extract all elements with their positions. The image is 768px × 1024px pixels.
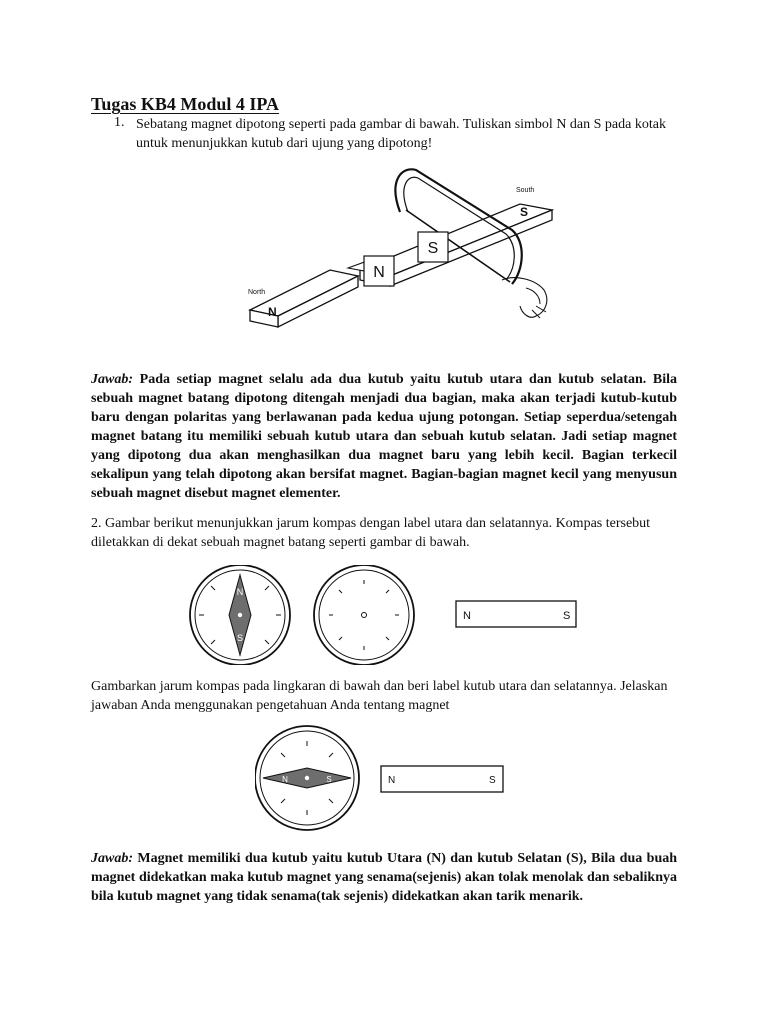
figure-cut-magnet [240, 160, 570, 330]
bar-magnet-s: S [563, 610, 571, 622]
answer-needle-s: S [326, 775, 332, 784]
question-2-text: 2. Gambar berikut menunjukkan jarum kompas dengan label utara dan selatannya. Kompas tersebut diletakkan di dekat sebuah magnet batang seperti gambar di bawah. [91, 516, 651, 550]
bar-magnet [456, 601, 576, 627]
question-1-text: Sebatang magnet dipotong seperti pada gambar di bawah. Tuliskan simbol N dan S pada kotak untuk menunjukkan kutub dari ujung yang dipotong! [136, 117, 666, 151]
compass-with-needle [190, 565, 290, 665]
magnet-pole-n: N [268, 305, 277, 319]
question-2b-text: Gambarkan jarum kompas pada lingkaran di bawah dan beri label kutub utara dan selatannya. Jelaskan jawaban Anda menggunakan pengetahuan Anda tentang magnet [91, 679, 668, 713]
answer-bar-s: S [489, 775, 496, 786]
compass-needle-s: S [236, 633, 244, 643]
magnet-pole-s: S [520, 205, 529, 219]
answer-bar-n: N [388, 775, 396, 786]
north-label: North [248, 289, 266, 296]
box-n-label: N [373, 264, 385, 281]
compass-answer [255, 726, 359, 830]
box-s-label: S [427, 240, 439, 257]
bar-magnet-answer [381, 766, 503, 792]
figure-answer-compass [255, 724, 515, 834]
answer-1-label: Jawab: [91, 372, 133, 387]
answer-needle-n: N [282, 775, 288, 784]
question-1-number: 1. [114, 115, 125, 130]
south-label: South [516, 187, 535, 194]
answer-1 [91, 370, 677, 503]
answer-2 [91, 849, 677, 906]
compass-needle-n: N [236, 587, 244, 597]
figure-compasses [180, 565, 590, 665]
bar-magnet-n: N [463, 610, 471, 622]
answer-1-text: Pada setiap magnet selalu ada dua kutub yaitu kutub utara dan kutub selatan. Bila sebuah magnet batang dipotong ditengah menjadi dua bagian, maka akan terjadi kutub-kutub baru dengan polaritas yang berlawanan pada kedua ujung potongan. Setiap seperdua/setengah magnet batang itu memiliki sebuah kutub utara dan sebuah kutub selatan. Jadi setiap magnet yang dipotong dua akan menghasilkan dua magnet baru yang lebih kecil. Bagian terkecil sekalipun yang telah dipotong akan bersifat magnet. Bagian-bagian magnet kecil yang menyusun sebuah magnet disebut magnet elementer. [91, 372, 678, 501]
page-title: Tugas KB4 Modul 4 IPA [91, 94, 280, 114]
answer-2-text: Magnet memiliki dua kutub yaitu kutub Utara (N) dan kutub Selatan (S), Bila dua buah magnet didekatkan maka kutub magnet yang senama(sejenis) akan tolak menolak dan sebaliknya bila kutub magnet yang tidak senama(tak sejenis) didekatkan akan tarik menarik. [91, 851, 678, 904]
compass-empty [314, 565, 414, 665]
answer-2-label: Jawab: [91, 851, 133, 866]
